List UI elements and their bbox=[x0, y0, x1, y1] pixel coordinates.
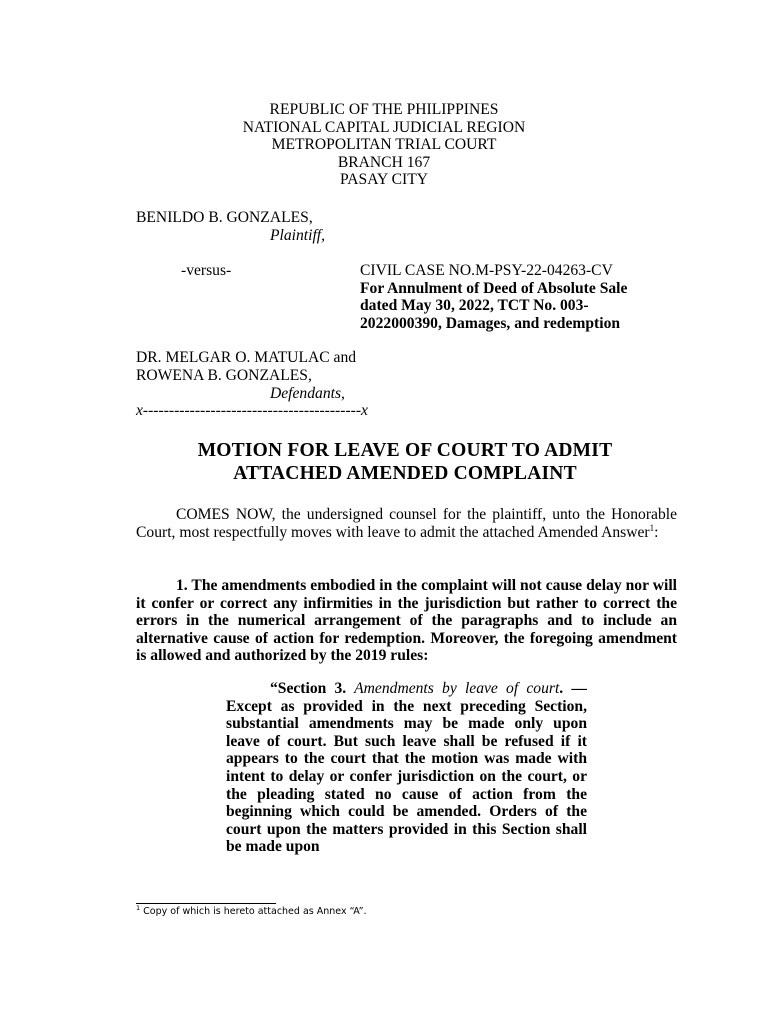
footnote-text: Copy of which is hereto attached as Annex “A”. bbox=[140, 906, 367, 917]
caption-branch: BRANCH 167 bbox=[337, 153, 431, 171]
caption-court: METROPOLITAN TRIAL COURT bbox=[271, 136, 497, 154]
defendant-name-2: ROWENA B. GONZALES, bbox=[136, 367, 312, 384]
paragraph-1: 1. The amendments embodied in the complaint will not cause delay nor will it confer or correct any infirmities in the jurisdiction but rather to correct the errors in the numerical arrangement of the paragraphs and to include an alternative cause of action for redemption. Moreover, the foregoing amendment is allowed and authorized by the 2019 rules: bbox=[136, 577, 677, 665]
defendants-role: Defendants, bbox=[270, 385, 345, 402]
case-number: CIVIL CASE NO.M-PSY-22-04263-CV bbox=[360, 262, 613, 279]
case-description-3: 2022000390, Damages, and redemption bbox=[360, 314, 621, 332]
case-description-1: For Annulment of Deed of Absolute Sale bbox=[360, 279, 628, 297]
quote-body: . — Except as provided in the next preceding Section, substantial amendments may be made only upon leave of court. But such leave shall be refused if it appears to the court that the motion was made with intent to delay or confer jurisdiction on the court, or the pleading stated no cause of action from the beginning which could be amended. Orders of the court upon the matters provided in this Section shall be made upon bbox=[226, 680, 587, 856]
case-description-2: dated May 30, 2022, TCT No. 003- bbox=[360, 297, 589, 315]
caption-republic: REPUBLIC OF THE PHILIPPINES bbox=[269, 101, 499, 118]
case-info bbox=[360, 262, 660, 332]
versus-label: -versus- bbox=[181, 262, 232, 279]
footnote-reference: 1 bbox=[649, 522, 655, 533]
intro-paragraph bbox=[136, 506, 677, 541]
quoted-rule bbox=[226, 680, 587, 856]
footnote-divider bbox=[136, 903, 276, 904]
caption-city: PASAY CITY bbox=[340, 171, 428, 189]
footnote-mark: 1 bbox=[136, 903, 141, 912]
footnote bbox=[136, 903, 367, 918]
plaintiff-name: BENILDO B. GONZALES, bbox=[136, 209, 313, 226]
title-line-1: MOTION FOR LEAVE OF COURT TO ADMIT bbox=[197, 440, 613, 461]
caption-region: NATIONAL CAPITAL JUDICIAL REGION bbox=[242, 118, 526, 136]
defendant-name-1: DR. MELGAR O. MATULAC and bbox=[136, 349, 357, 366]
motion-title bbox=[0, 439, 768, 485]
title-line-2: ATTACHED AMENDED COMPLAINT bbox=[233, 463, 577, 484]
court-caption bbox=[0, 101, 768, 189]
plaintiff-role: Plaintiff, bbox=[270, 227, 326, 244]
intro-text: COMES NOW, the undersigned counsel for the plaintiff, unto the Honorable Court, most respectfully moves with leave to admit the attached Amended Answer bbox=[136, 506, 677, 541]
quote-section-label: “Section 3. bbox=[270, 680, 347, 697]
intro-end: : bbox=[654, 523, 659, 541]
caption-separator: x------------------------------------------x bbox=[136, 402, 368, 419]
quote-heading: Amendments by leave of court bbox=[346, 680, 560, 697]
